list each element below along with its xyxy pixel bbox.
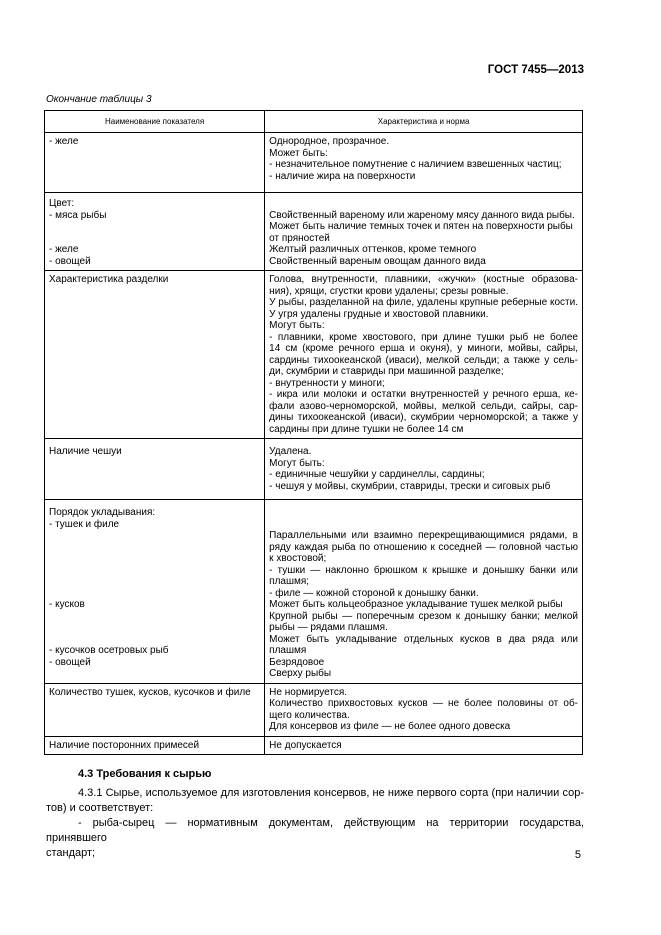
paragraph-line: 4.3.1 Сырье, используемое для изготовления консервов, не ниже первого сорта (при наличии сор- xyxy=(78,787,584,799)
cell-line: 14 см (кроме речного ерша и окуня), у миноги, мойвы, сайры, xyxy=(269,343,578,354)
cell-line: - кусков xyxy=(49,599,85,610)
norm-cell xyxy=(265,500,583,684)
norm-cell xyxy=(265,683,583,736)
indicator-cell xyxy=(45,193,265,271)
cell-line: - овощей xyxy=(49,656,91,668)
cell-line: Могут быть: xyxy=(269,320,325,331)
norm-cell xyxy=(265,271,583,439)
paragraph-line: тов) и соответствует: xyxy=(46,802,154,814)
cell-line: Наличие посторонних примесей xyxy=(49,739,200,751)
cell-line: рыбы — рядами плашмя. xyxy=(269,622,388,633)
column-header-indicator: Наименование показателя xyxy=(45,111,265,133)
cell-line: сардины тихоокеанской (иваси), мелкой сельди; а также у сель- xyxy=(269,354,578,366)
cell-line: Могут быть: xyxy=(269,457,325,469)
blank-line xyxy=(49,542,260,554)
indicator-cell xyxy=(45,439,265,500)
cell-line: У угря удалены грудные и хвостовой плавники. xyxy=(269,308,489,320)
cell-line: Может быть: xyxy=(269,147,328,159)
cell-line: Цвет: xyxy=(49,198,75,209)
blank-line xyxy=(49,622,260,634)
indicator-cell xyxy=(45,736,265,755)
indicator-cell xyxy=(45,683,265,736)
cell-line: сардины при длине тушки не более 14 см xyxy=(269,423,464,435)
blank-line xyxy=(49,221,260,233)
cell-line: Голова, внутренности, плавники, «жучки» (костные образова- xyxy=(269,274,578,285)
cell-line: фали азово-черноморской, мойвы, мелкой сельди, сайры, сар- xyxy=(269,400,578,412)
indicator-cell xyxy=(45,271,265,439)
cell-line: Безрядовое xyxy=(269,656,325,668)
norm-cell xyxy=(265,439,583,500)
blank-line xyxy=(49,565,260,577)
blank-line xyxy=(49,588,260,600)
cell-line: Порядок укладывания: xyxy=(49,507,156,518)
table-row xyxy=(45,683,583,736)
blank-line xyxy=(49,634,260,646)
section-title: 4.3 Требования к сырью xyxy=(78,768,212,780)
cell-line: дины тихоокеанской (иваси), скумбрии черноморской; а также у xyxy=(269,412,578,423)
paragraph-raw-fish xyxy=(46,816,584,861)
cell-line: щего количества. xyxy=(269,709,350,721)
cell-line: - икра или молоки и остатки внутренностей у речного ерша, ке- xyxy=(269,389,578,400)
cell-line: - овощей xyxy=(49,255,91,267)
cell-line: - мяса рыбы xyxy=(49,209,107,221)
cell-line: Характеристика разделки xyxy=(49,274,169,285)
cell-line: Наличие чешуи xyxy=(49,446,122,457)
paragraph-line: стандарт; xyxy=(46,847,96,859)
norm-cell xyxy=(265,193,583,271)
cell-line: Желтый различных оттенков, кроме темного xyxy=(269,244,477,255)
cell-line: Может быть наличие темных точек и пятен на поверхности рыбы xyxy=(269,221,573,232)
cell-line: плашмя xyxy=(269,645,307,656)
cell-line: - желе xyxy=(49,244,79,255)
document-code: ГОСТ 7455—2013 xyxy=(487,64,584,76)
cell-line: - плавники, кроме хвостового, при длине тушки рыб не более xyxy=(269,331,578,343)
cell-line: - чешуя у мойвы, скумбрии, ставриды, трески и сиговых рыб xyxy=(269,480,551,492)
cell-line: Параллельными или взаимно перекрещивающимися рядами, в xyxy=(269,530,578,541)
blank-line xyxy=(49,576,260,588)
blank-line xyxy=(49,530,260,542)
paragraph-4-3-1 xyxy=(46,786,584,816)
paragraph-line: - рыба-сырец — нормативным документам, действующим на территории государства, принявшего xyxy=(46,817,584,844)
blank-line xyxy=(269,519,578,531)
cell-line: Количество прихвостовых кусков — не более половины от об- xyxy=(269,698,578,709)
blank-line xyxy=(269,198,578,210)
cell-line: - единичные чешуйки у сардинеллы, сардины; xyxy=(269,469,485,480)
table-caption: Окончание таблицы 3 xyxy=(46,94,152,105)
cell-line: - внутренности у миноги; xyxy=(269,377,385,389)
cell-line: ди, скумбрии и ставриды при машинной разделке; xyxy=(269,366,504,377)
cell-line: ния), хрящи, сгустки крови удалены; срезы ровные. xyxy=(269,285,509,297)
cell-line: У рыбы, разделанной на филе, удалены крупные реберные кости. xyxy=(269,297,578,308)
cell-line: - кусочков осетровых рыб xyxy=(49,645,169,656)
blank-line xyxy=(269,507,578,519)
cell-line: - наличие жира на поверхности xyxy=(269,170,416,182)
cell-line: - тушек и филе xyxy=(49,518,120,530)
table-row xyxy=(45,439,583,500)
cell-line: - филе — кожной стороной к донышку банки. xyxy=(269,587,479,599)
table-row xyxy=(45,500,583,684)
norm-cell xyxy=(265,736,583,755)
cell-line: Удалена. xyxy=(269,446,312,457)
cell-line: Для консервов из филе — не более одного довеска xyxy=(269,721,511,732)
cell-line: плашмя; xyxy=(269,576,310,587)
column-header-norm: Характеристика и норма xyxy=(265,111,583,133)
table-row xyxy=(45,736,583,755)
cell-line: Не нормируется. xyxy=(269,686,348,698)
blank-line xyxy=(49,233,260,245)
blank-line xyxy=(49,553,260,565)
cell-line: к хвостовой; xyxy=(269,553,327,564)
cell-line: Однородное, прозрачное. xyxy=(269,136,390,147)
table-header-row xyxy=(45,111,583,133)
page-number: 5 xyxy=(574,849,581,861)
table-row xyxy=(45,193,583,271)
table-row xyxy=(45,271,583,439)
cell-line: Может быть укладывание отдельных кусков в два ряда или xyxy=(269,633,578,645)
table-row xyxy=(45,133,583,193)
cell-line: Количество тушек, кусков, кусочков и филе xyxy=(49,686,251,698)
cell-line: - незначительное помутнение с наличием взвешенных частиц; xyxy=(269,159,562,170)
cell-line: Не допускается xyxy=(269,739,342,751)
indicator-cell xyxy=(45,500,265,684)
cell-line: Свойственный вареным овощам данного вида xyxy=(269,255,486,267)
cell-line: Крупной рыбы — поперечным срезом к донышку банки; мелкой xyxy=(269,610,578,622)
blank-line xyxy=(49,611,260,623)
cell-line: Сверху рыбы xyxy=(269,668,332,679)
cell-line: Может быть кольцеобразное укладывание тушек мелкой рыбы xyxy=(269,599,563,610)
indicator-cell xyxy=(45,133,265,193)
cell-line: Свойственный вареному или жареному мясу данного вида рыбы. xyxy=(269,209,575,221)
norm-cell xyxy=(265,133,583,193)
cell-line: - тушки — наклонно брюшком к крышке и донышку банки или xyxy=(269,564,578,576)
cell-line: от пряностей xyxy=(269,232,330,244)
requirements-table xyxy=(44,110,583,755)
cell-line: ряду каждая рыба по отношению к соседней — головной частью xyxy=(269,541,578,553)
cell-line: - желе xyxy=(49,136,79,147)
